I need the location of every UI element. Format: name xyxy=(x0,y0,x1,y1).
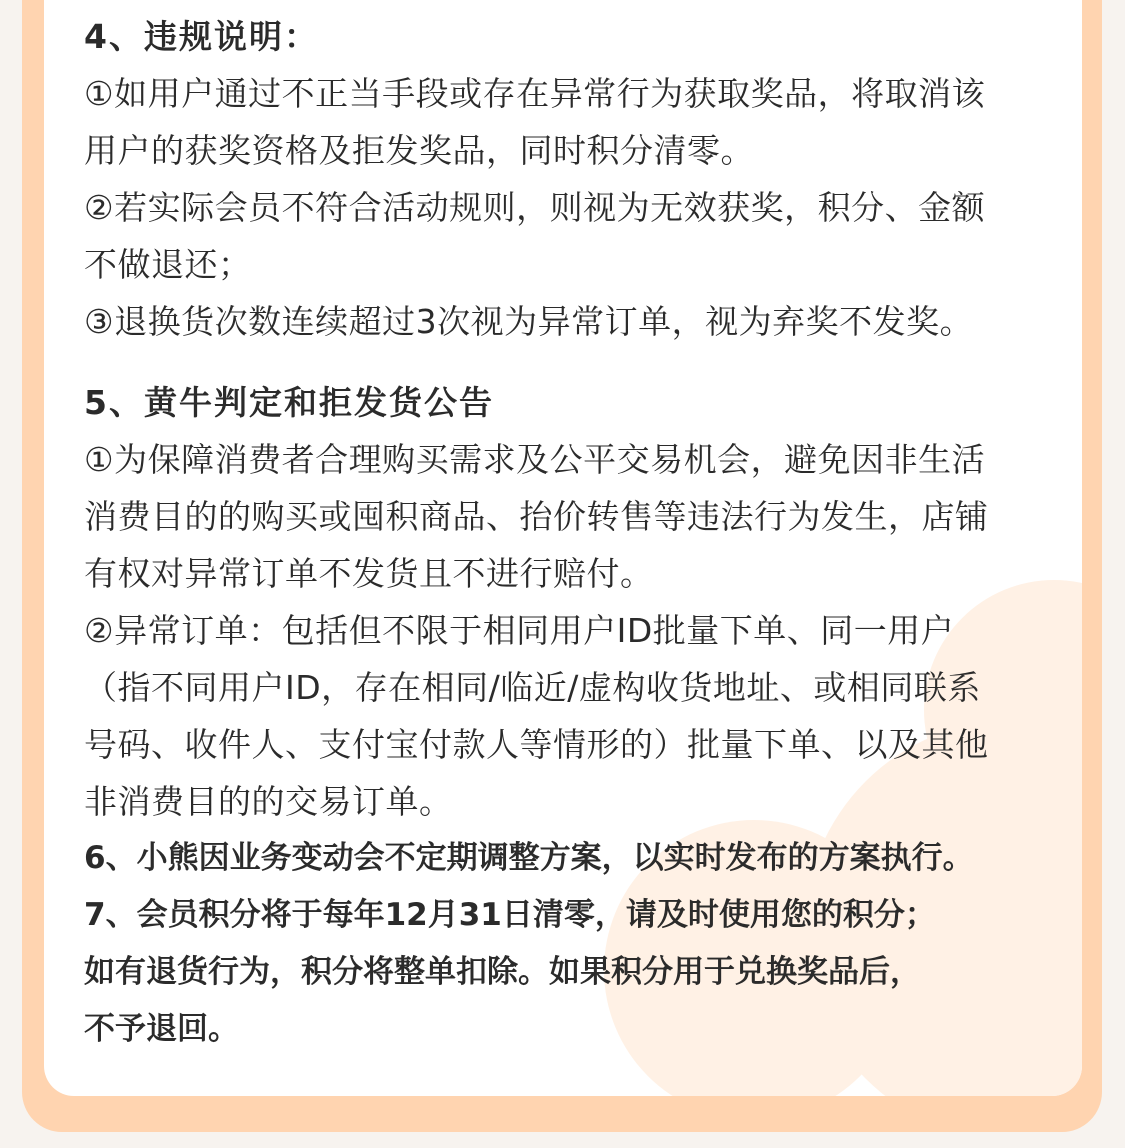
section-5-line: 消费目的的购买或囤积商品、抬价转售等违法行为发生，店铺 xyxy=(84,497,989,536)
section-5-line: 号码、收件人、支付宝付款人等情形的）批量下单、以及其他 xyxy=(84,725,989,764)
section-4-line: ③退换货次数连续超过3次视为异常订单，视为弃奖不发奖。 xyxy=(84,302,974,341)
section-4-line: ①如用户通过不正当手段或存在异常行为获取奖品，将取消该 xyxy=(84,74,986,113)
section-7-line: 7、会员积分将于每年12月31日清零，请及时使用您的积分； xyxy=(84,897,936,933)
section-5-line: ①为保障消费者合理购买需求及公平交易机会，避免因非生活 xyxy=(84,440,986,479)
section-7-line: 不予退回。 xyxy=(84,1011,239,1047)
section-4-line: 不做退还； xyxy=(84,245,252,284)
section-gap xyxy=(84,350,1074,374)
section-4-line: ②若实际会员不符合活动规则，则视为无效获奖，积分、金额 xyxy=(84,188,986,227)
section-5-title: 5、黄牛判定和拒发货公告 xyxy=(84,383,494,422)
section-5-line: （指不同用户ID，存在相同/临近/虚构收货地址、或相同联系 xyxy=(84,668,981,707)
section-5-line: 有权对异常订单不发货且不进行赔付。 xyxy=(84,554,654,593)
section-6-line: 6、小熊因业务变动会不定期调整方案，以实时发布的方案执行。 xyxy=(84,840,974,876)
section-5-line: ②异常订单：包括但不限于相同用户ID批量下单、同一用户 xyxy=(84,611,955,650)
section-4-line: 用户的获奖资格及拒发奖品，同时积分清零。 xyxy=(84,131,754,170)
section-4-title: 4、违规说明： xyxy=(84,17,319,56)
section-7-line: 如有退货行为，积分将整单扣除。如果积分用于兑换奖品后， xyxy=(84,954,921,990)
section-5-line: 非消费目的的交易订单。 xyxy=(84,782,453,821)
rules-content xyxy=(84,8,1074,1058)
